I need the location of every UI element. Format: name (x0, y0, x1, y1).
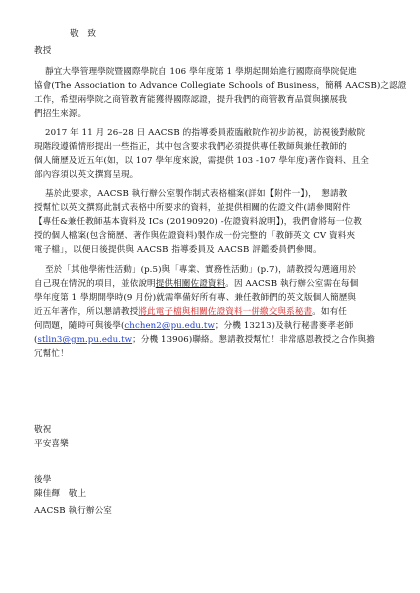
para4-line6-a: ( (34, 335, 38, 345)
para4-line5 (34, 320, 353, 332)
para4-line5-a: 何問題，隨時可與後學( (34, 321, 125, 331)
para1-line2: 協會(The Association to Advance Collegiate Schools of Business，簡稱 AACSB)之認證 (34, 81, 407, 91)
para4-line7: 冗幫忙！ (34, 349, 69, 359)
closing-self-ref: 後學 (34, 475, 52, 485)
para4-line2 (34, 278, 358, 290)
para1-line4: 們招生來源。 (34, 109, 87, 119)
closing-blessing: 平安喜樂 (34, 439, 69, 449)
para4-line4 (34, 306, 347, 318)
para1-line3: 工作，希望兩學院之商管教育能獲得國際認證，提升我們的商管教育品質與擴展我 (34, 95, 347, 105)
para2-line4: 部內容須以英文撰寫呈現。 (34, 170, 139, 180)
email-link-chchen2[interactable]: chchen2@pu.edu.tw (124, 321, 215, 331)
email-link-stlin3[interactable]: stlin3@gm.pu.edu.tw (37, 335, 133, 345)
para3-line1: 基於此要求，AACSB 執行辦公室製作制式表格檔案(詳如【附件一】)， 懇請教 (45, 189, 348, 199)
para4-line3: 學年度第 1 學期開學時(9 月份)就需準備好所有專、兼任教師們的英文版個人簡歷與 (34, 293, 357, 303)
para4-line5-b: ；分機 13213)及執行秘書麥孝老師 (214, 321, 354, 331)
para3-line5: 電子檔」，以便日後提供與 AACSB 指導委員及 AACSB 評鑑委員們參閱。 (34, 245, 322, 255)
para2-line1: 2017 年 11 月 26–28 日 AACSB 的指導委員蒞臨敝院作初步訪視，訪視後對敝院 (45, 128, 366, 138)
para4-line2-b: 。因 AACSB 執行辦公室需在每個 (225, 279, 359, 289)
salutation-top: 敬 致 (70, 29, 97, 39)
closing-signature: 陳佳輝 敬上 (34, 489, 87, 499)
para4-line4-b: 。如有任 (312, 307, 347, 317)
para3-line4: 授的個人檔案(包含簡歷、著作與佐證資料)製作成一份完整的「教師英文 CV 資料夾 (34, 231, 356, 241)
red-instruction: 將此電子檔與相關佐證資料一併繳交與系秘書 (138, 307, 313, 317)
para4-line4-a: 近五年著作，所以懇請教授 (34, 307, 139, 317)
para1-line1: 靜宜大學管理學院暨國際學院自 106 學年度第 1 學期起開始進行國際商學院促進 (45, 67, 357, 77)
closing-wish: 敬祝 (34, 425, 52, 435)
closing-office: AACSB 執行辦公室 (34, 506, 112, 516)
para4-line6-b: ；分機 13906)聯絡。懇請教授幫忙！非常感恩教授之合作與擔 (132, 335, 375, 345)
para2-line2: 現階段遵循情形提出一些指正，其中包含要求我們必須提供專任教師與兼任教師的 (34, 142, 347, 152)
recipient: 教授 (34, 46, 52, 56)
para4-line1: 至於「其他學術性活動」(p.5)與「專業、實務性活動」(p.7)，請教授勾選適用於 (45, 265, 357, 275)
para4-line2-a: 自己現在情況的項目，並依說明 (34, 279, 156, 289)
para3-line2: 授幫忙以英文撰寫此制式表格中所要求的資料，並提供相關的佐證文件(請參閱附件 (34, 203, 351, 213)
para2-line3: 個人簡歷及近五年(如，以 107 學年度來說，需提供 103 -107 學年度)著作資料、且全 (34, 156, 369, 166)
para3-line3: 【專任&兼任教師基本資料及 ICs (20190920) -佐證資料說明】)，我們會將每一位教 (34, 217, 362, 227)
evidence-underlined: 提供相關佐證資料 (155, 279, 226, 289)
para4-line6 (34, 334, 375, 346)
